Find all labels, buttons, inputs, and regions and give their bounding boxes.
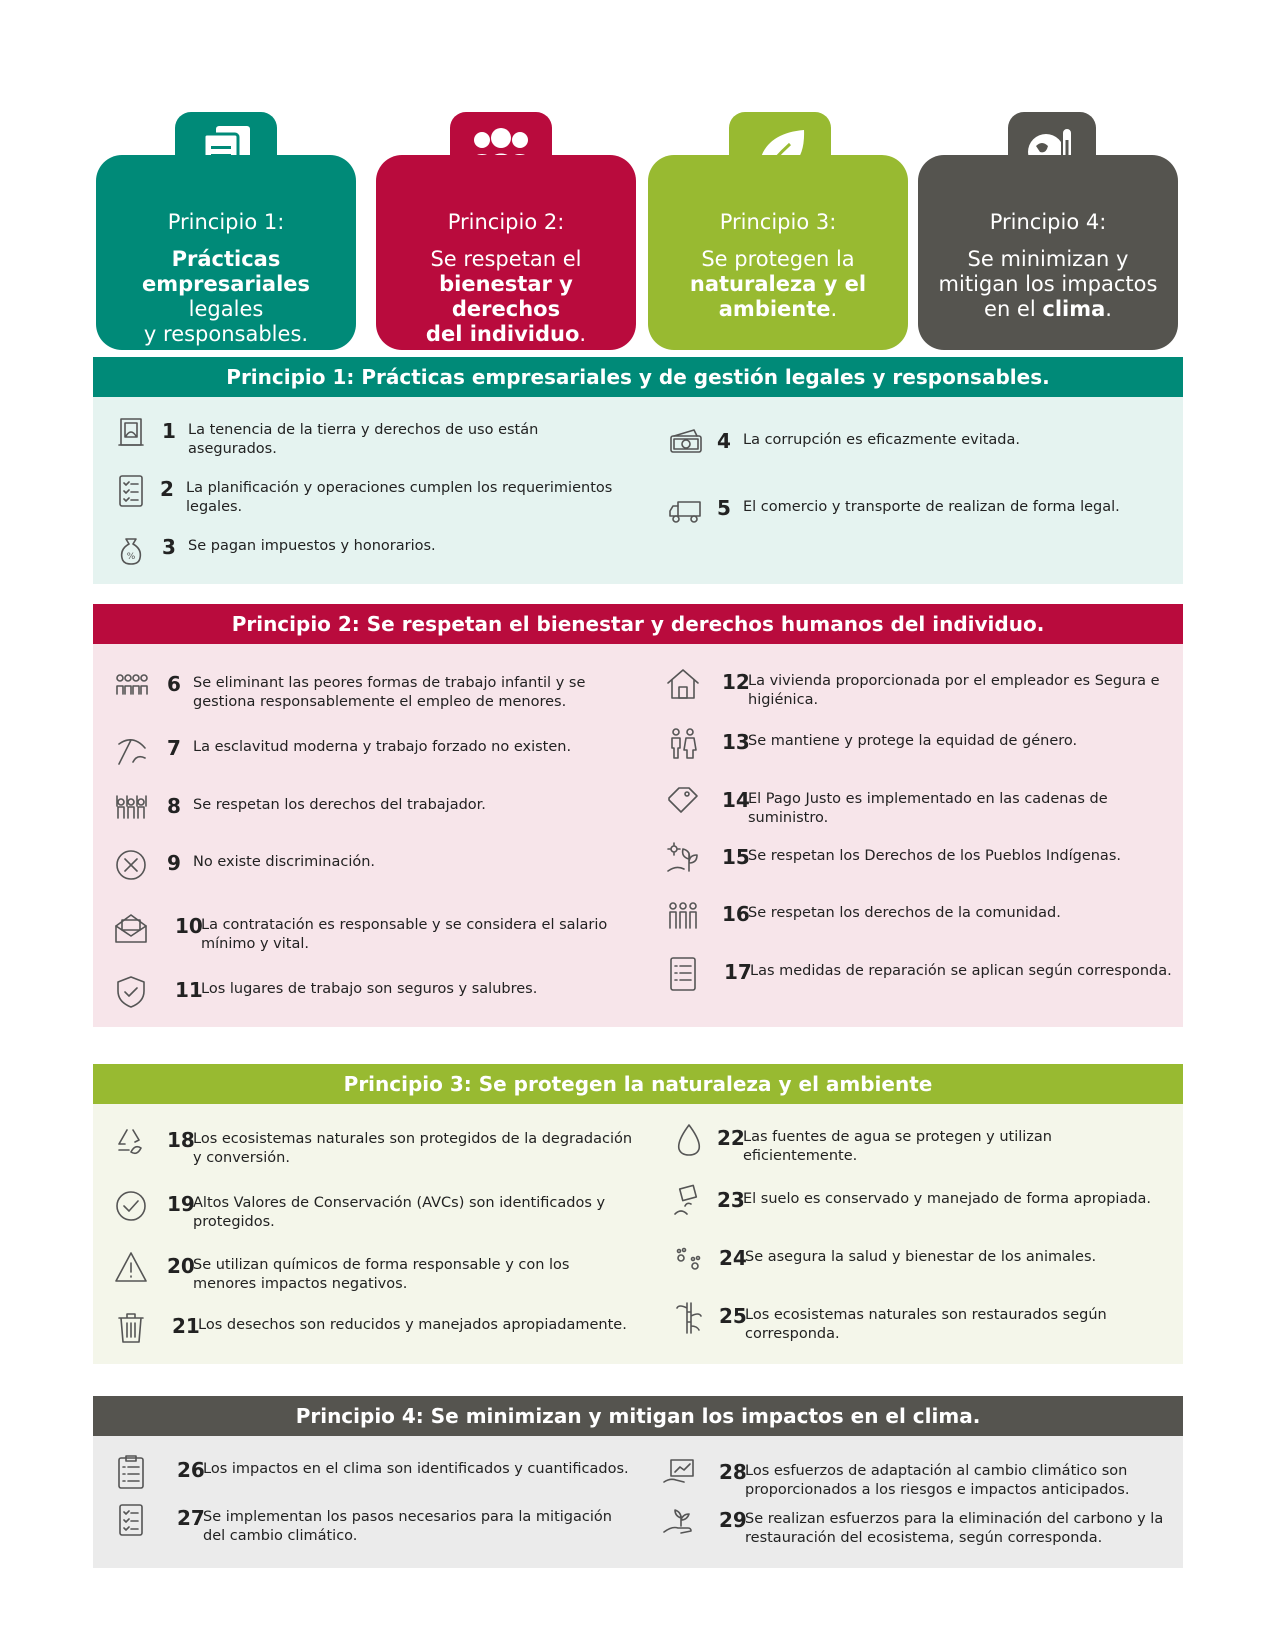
item-text: Se respetan los Derechos de los Pueblos Indígenas. <box>748 848 1121 864</box>
item-text: Se respetan los derechos de la comunidad. <box>748 905 1061 921</box>
list-item <box>671 1122 1168 1162</box>
card-label: Principio 1: <box>167 210 285 234</box>
checklist-icon <box>113 1502 149 1538</box>
water-drop-icon <box>671 1122 707 1158</box>
item-text: El Pago Justo es implementado en las cadenas de suministro. <box>748 791 1108 826</box>
list-item <box>113 473 626 513</box>
list-item <box>113 415 608 455</box>
card-text: Se protegen la <box>701 247 855 271</box>
item-text: El comercio y transporte de realizan de forma legal. <box>743 499 1120 515</box>
card-text: Se minimizan y <box>967 247 1129 271</box>
item-text: La contratación es responsable y se considera el salario mínimo y vital. <box>201 917 608 952</box>
card-bold: empresariales <box>141 272 311 296</box>
item-text: Altos Valores de Conservación (AVCs) son identificados y protegidos. <box>193 1195 606 1230</box>
clipboard-icon <box>113 1454 149 1490</box>
list-item <box>671 1242 1170 1282</box>
gender-icon <box>665 726 701 762</box>
community-icon <box>665 898 701 934</box>
item-text: Se mantiene y protege la equidad de género. <box>748 733 1078 749</box>
item-text: Se eliminant las peores formas de trabajo infantil y se gestiona responsablemente el empleo de menores. <box>193 675 586 710</box>
item-text: Los desechos son reducidos y manejados apropiadamente. <box>198 1317 627 1333</box>
item-number: 21 <box>172 1314 200 1338</box>
land-deed-icon <box>113 415 149 451</box>
item-number: 6 <box>167 672 181 696</box>
item-text: El suelo es conservado y manejado de forma apropiada. <box>743 1191 1152 1207</box>
card-principle-4 <box>918 155 1178 350</box>
section-title: Principio 3: Se protegen la naturaleza y el ambiente <box>93 1064 1183 1104</box>
card-text: Se respetan el <box>430 247 582 271</box>
pickaxe-icon <box>113 732 149 768</box>
item-text: Los ecosistemas naturales son restaurados según corresponda. <box>745 1307 1107 1342</box>
item-text: No existe discriminación. <box>193 854 376 870</box>
svg-text:%: % <box>126 552 136 562</box>
list-item <box>665 726 1173 766</box>
item-number: 7 <box>167 736 181 760</box>
section-panel <box>93 397 1183 584</box>
list-item <box>113 531 608 571</box>
item-text: Los impactos en el clima son identificados y cuantificados. <box>203 1461 629 1477</box>
item-number: 26 <box>177 1458 205 1482</box>
list-item <box>113 1310 628 1350</box>
item-number: 17 <box>724 960 752 984</box>
item-number: 9 <box>167 851 181 875</box>
list-item <box>113 1454 633 1494</box>
list-icon <box>665 956 701 992</box>
item-number: 29 <box>719 1508 747 1532</box>
card-text: . <box>579 322 587 346</box>
list-item <box>113 790 633 830</box>
house-icon <box>665 666 701 702</box>
section-principle-2 <box>93 604 1183 1027</box>
list-item <box>671 1184 1168 1224</box>
item-text: Se asegura la salud y bienestar de los animales. <box>745 1249 1097 1265</box>
children-icon <box>113 668 149 704</box>
item-number: 23 <box>717 1188 745 1212</box>
paw-icon <box>671 1242 707 1278</box>
item-text: Los ecosistemas naturales son protegidos de la degradación y conversión. <box>193 1131 633 1166</box>
list-item <box>113 847 633 887</box>
bamboo-icon <box>671 1300 707 1336</box>
item-number: 14 <box>722 788 750 812</box>
cash-icon <box>668 425 704 461</box>
list-item <box>113 668 633 708</box>
card-text: mitigan los impactos <box>938 272 1158 296</box>
list-item <box>113 1188 633 1228</box>
list-item <box>661 1504 1185 1544</box>
card-text: . <box>830 297 838 321</box>
item-number: 5 <box>717 496 731 520</box>
sun-plant-icon <box>665 841 701 877</box>
recycle-leaf-icon <box>113 1124 149 1160</box>
item-number: 27 <box>177 1506 205 1530</box>
item-text: La tenencia de la tierra y derechos de uso están asegurados. <box>188 422 539 457</box>
item-text: La vivienda proporcionada por el empleador es Segura e higiénica. <box>748 673 1160 708</box>
list-item <box>668 492 1143 532</box>
soil-icon <box>671 1184 707 1220</box>
section-panel <box>93 1104 1183 1364</box>
item-number: 12 <box>722 670 750 694</box>
list-item <box>665 956 1175 996</box>
card-principle-1 <box>96 155 356 350</box>
list-item <box>113 732 633 772</box>
no-icon <box>113 847 149 883</box>
item-number: 13 <box>722 730 750 754</box>
item-number: 25 <box>719 1304 747 1328</box>
section-title: Principio 4: Se minimizan y mitigan los impactos en el clima. <box>93 1396 1183 1436</box>
trash-icon <box>113 1310 149 1346</box>
card-label: Principio 2: <box>447 210 565 234</box>
card-bold: bienestar y derechos <box>439 272 573 321</box>
list-item <box>671 1300 1170 1340</box>
item-text: Las medidas de reparación se aplican según corresponda. <box>750 963 1172 979</box>
list-item <box>665 841 1173 881</box>
list-item <box>113 1124 633 1164</box>
item-text: Los lugares de trabajo son seguros y salubres. <box>201 981 538 997</box>
item-number: 10 <box>175 914 203 938</box>
item-text: Se pagan impuestos y honorarios. <box>188 538 436 554</box>
card-bold: clima <box>1042 297 1106 321</box>
section-principle-4 <box>93 1396 1183 1568</box>
checklist-icon <box>113 473 149 509</box>
shield-check-icon <box>113 974 149 1010</box>
item-text: La planificación y operaciones cumplen los requerimientos legales. <box>186 480 613 515</box>
price-tag-icon <box>665 784 701 820</box>
section-principle-3 <box>93 1064 1183 1364</box>
item-text: Los esfuerzos de adaptación al cambio climático son proporcionados a los riesgos e impactos anticipados. <box>745 1463 1130 1498</box>
card-bold: naturaleza y el <box>689 272 867 296</box>
workers-icon <box>113 790 149 826</box>
money-bag-icon <box>113 531 149 567</box>
list-item <box>665 784 1173 824</box>
item-number: 19 <box>167 1192 195 1216</box>
hand-plant-icon <box>661 1504 697 1540</box>
section-title: Principio 2: Se respetan el bienestar y derechos humanos del individuo. <box>93 604 1183 644</box>
card-text: en el <box>984 297 1043 321</box>
item-number: 1 <box>162 419 176 443</box>
card-bold: Prácticas <box>171 247 281 271</box>
item-text: Se respetan los derechos del trabajador. <box>193 797 486 813</box>
item-number: 28 <box>719 1460 747 1484</box>
check-circle-icon <box>113 1188 149 1224</box>
card-text: legales <box>188 297 264 321</box>
item-text: Las fuentes de agua se protegen y utilizan eficientemente. <box>743 1129 1052 1164</box>
item-text: Se implementan los pasos necesarios para la mitigación del cambio climático. <box>203 1509 612 1544</box>
item-text: Se realizan esfuerzos para la eliminación del carbono y la restauración del ecosistema, según corresponda. <box>745 1511 1164 1546</box>
warning-icon <box>113 1250 149 1286</box>
envelope-icon <box>113 910 149 946</box>
item-number: 18 <box>167 1128 195 1152</box>
item-number: 8 <box>167 794 181 818</box>
card-label: Principio 4: <box>989 210 1107 234</box>
list-item <box>113 1250 633 1290</box>
card-principle-3 <box>648 155 908 350</box>
list-item <box>113 1502 633 1542</box>
item-number: 15 <box>722 845 750 869</box>
item-number: 11 <box>175 978 203 1002</box>
item-number: 3 <box>162 535 176 559</box>
item-number: 22 <box>717 1126 745 1150</box>
item-number: 4 <box>717 429 731 453</box>
section-panel <box>93 1436 1183 1568</box>
list-item <box>668 425 1143 465</box>
item-text: La corrupción es eficazmente evitada. <box>743 432 1021 448</box>
section-principle-1 <box>93 357 1183 584</box>
section-title: Principio 1: Prácticas empresariales y de gestión legales y responsables. <box>93 357 1183 397</box>
list-item <box>113 910 631 950</box>
list-item <box>665 666 1173 706</box>
chart-hand-icon <box>661 1456 697 1492</box>
card-principle-2 <box>376 155 636 350</box>
card-text: . <box>1105 297 1112 321</box>
truck-icon <box>668 492 704 528</box>
list-item <box>113 974 631 1014</box>
section-panel <box>93 644 1183 1027</box>
card-label: Principio 3: <box>719 210 837 234</box>
item-text: La esclavitud moderna y trabajo forzado no existen. <box>193 739 572 755</box>
item-number: 20 <box>167 1254 195 1278</box>
card-text: y responsables. <box>143 322 309 346</box>
item-text: Se utilizan químicos de forma responsable y con los menores impactos negativos. <box>193 1257 570 1292</box>
item-number: 16 <box>722 902 750 926</box>
list-item <box>661 1456 1185 1496</box>
list-item <box>665 898 1173 938</box>
item-number: 24 <box>719 1246 747 1270</box>
card-bold: ambiente <box>718 297 831 321</box>
card-bold: del individuo <box>425 322 580 346</box>
item-number: 2 <box>160 477 174 501</box>
